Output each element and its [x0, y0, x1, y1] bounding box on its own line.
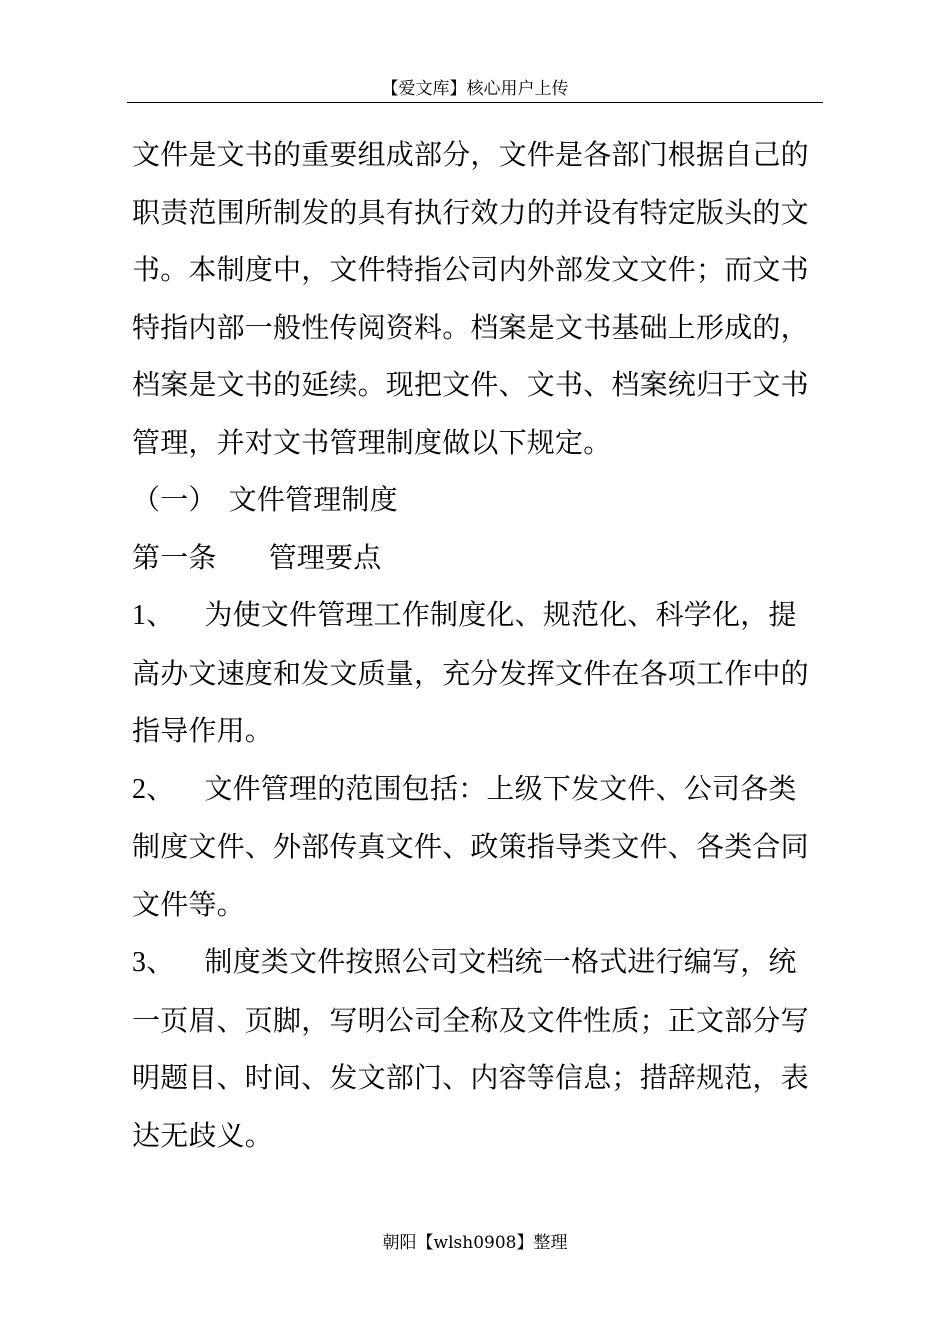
page-header: 【爱文库】核心用户上传 — [381, 79, 569, 99]
section-title: 文件管理制度 — [228, 483, 398, 516]
list-item-text: 制度类文件按照公司文档统一格式进行编写，统一页眉、页脚，写明公司全称及文件性质；正文部分写明题目、时间、发文部门、内容等信息；措辞规范，表达无歧义。 — [132, 945, 809, 1152]
list-item-number: 3、 — [132, 947, 175, 978]
header-divider — [127, 102, 823, 103]
section-heading — [132, 471, 824, 529]
article-label: 第一条 — [132, 540, 217, 574]
page-footer: 朝阳【wlsh0908】整理 — [382, 1233, 568, 1253]
intro-paragraph: 文件是文书的重要组成部分，文件是各部门根据自己的职责范围所制发的具有执行效力的并设有特定版头的文书。本制度中，文件特指公司内外部发文文件；而文书特指内部一般性传阅资料。档案是文书基础上形成的，档案是文书的延续。现把文件、文书、档案统归于文书管理，并对文书管理制度做以下规定。 — [132, 138, 809, 459]
article-heading — [132, 529, 824, 587]
list-item — [132, 586, 824, 760]
list-item-number: 2、 — [132, 773, 175, 805]
section-label: （一） — [132, 483, 217, 516]
list-item-number: 1、 — [132, 600, 175, 631]
list-item — [132, 933, 824, 1164]
list-item — [132, 760, 824, 934]
article-title: 管理要点 — [268, 540, 382, 574]
list-item-text: 文件管理的范围包括：上级下发文件、公司各类制度文件、外部传真文件、政策指导类文件、各类合同文件等。 — [132, 771, 809, 921]
document-body — [132, 126, 824, 1164]
list-item-text: 为使文件管理工作制度化、规范化、科学化，提高办文速度和发文质量，充分发挥文件在各项工作中的指导作用。 — [132, 598, 809, 747]
